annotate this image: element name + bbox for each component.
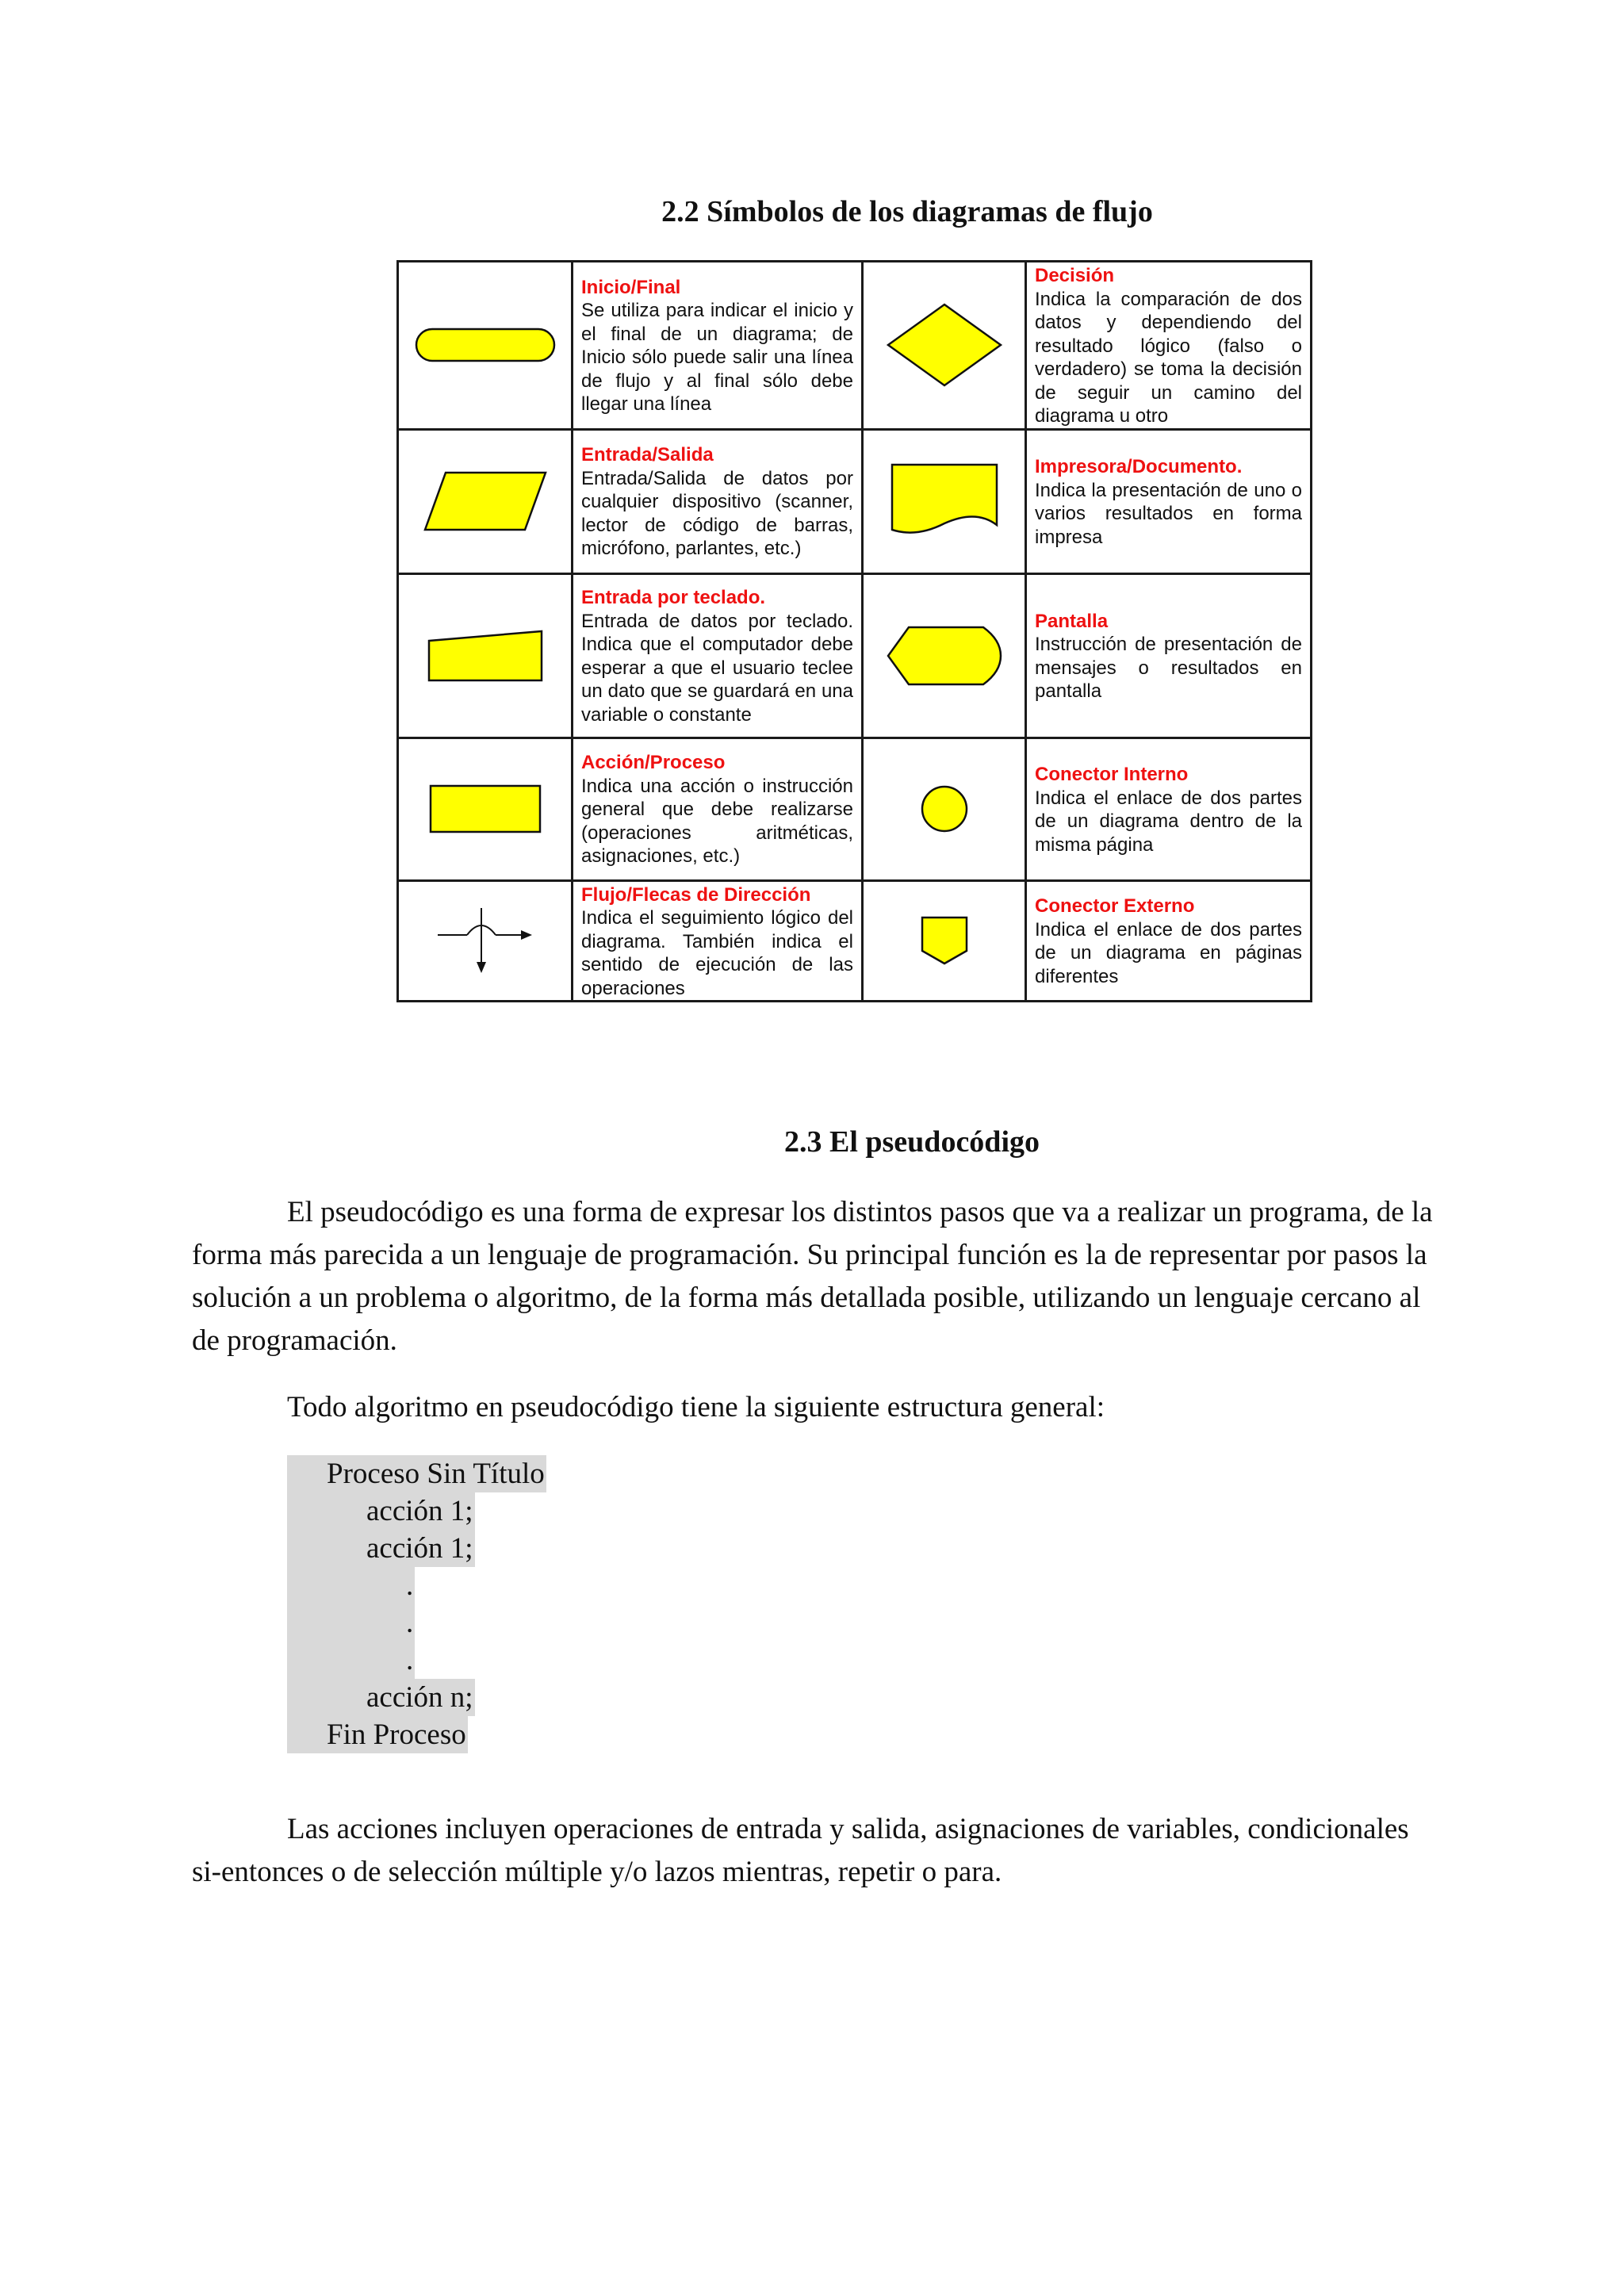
code-line: . [287,1604,415,1642]
symbol-cell [398,262,573,430]
paragraph-structure-intro: Todo algoritmo en pseudocódigo tiene la siguiente estructura general: [287,1391,1105,1423]
section-title-pseudocode: 2.3 El pseudocódigo [783,1125,1040,1159]
table-row [398,429,1312,573]
symbol-description [573,262,863,430]
symbol-title: Inicio/Final [581,276,681,298]
table-row [398,262,1312,430]
code-line: acción 1; [287,1530,475,1567]
external-connector-pentagon-icon [919,914,970,967]
symbol-title: Conector Interno [1035,764,1189,785]
symbol-description [1026,573,1312,738]
symbol-description [1026,429,1312,573]
process-rectangle-icon [428,784,542,834]
table-row [398,573,1312,738]
keyboard-input-icon [426,628,545,684]
display-screen-icon [885,624,1004,688]
code-line: acción n; [287,1679,475,1716]
symbol-description [573,880,863,1002]
symbol-text: Se utiliza para indicar el inicio y el final de un diagrama; de Inicio sólo puede salir una línea de flujo y al final sólo debe llegar una línea [581,300,853,416]
symbol-text: Indica el enlace de dos partes de un diagrama en páginas diferentes [1035,918,1302,987]
symbol-text: Instrucción de presentación de mensajes o resultados en pantalla [1035,634,1302,702]
decision-diamond-icon [885,301,1004,389]
input-output-parallelogram-icon [422,469,549,533]
code-line: acción 1; [287,1492,475,1530]
symbol-cell [398,573,573,738]
document-printer-icon [889,462,1000,541]
symbol-text: Indica el seguimiento lógico del diagrama. También indica el sentido de ejecución de las operaciones [581,907,853,999]
symbol-cell [863,573,1026,738]
symbol-description [573,573,863,738]
symbol-cell [863,429,1026,573]
table-row [398,738,1312,880]
symbol-description [1026,738,1312,880]
symbol-text: Indica el enlace de dos partes de un diagrama dentro de la misma página [1035,787,1302,856]
symbol-title: Acción/Proceso [581,752,726,774]
paragraph-actions: Las acciones incluyen operaciones de entrada y salida, asignaciones de variables, condicionales si-entonces o de selección múltiple y/o lazos mientras, repetir o para. [192,1813,1409,1888]
flowchart-symbols-table [396,260,1312,1002]
symbol-title: Flujo/Flecas de Dirección [581,883,811,906]
symbol-description [573,738,863,880]
code-line: Fin Proceso [287,1716,468,1753]
symbol-description [1026,262,1312,430]
symbol-text: Indica la presentación de uno o varios resultados en forma impresa [1035,479,1302,548]
symbol-cell [398,880,573,1002]
symbol-title: Pantalla [1035,610,1109,632]
code-line: . [287,1567,415,1604]
code-line: Proceso Sin Título [287,1455,546,1492]
symbol-text: Entrada/Salida de datos por cualquier dispositivo (scanner, lector de código de barras, micrófono, parlantes, etc.) [581,467,853,560]
symbol-title: Entrada/Salida [581,444,714,466]
symbol-text: Indica una acción o instrucción general que debe realizarse (operaciones aritméticas, asignaciones, etc.) [581,775,853,868]
symbol-text: Entrada de datos por teclado. Indica que el computador debe esperar a que el usuario teclee un dato que se guardará en una variable o constante [581,610,853,726]
internal-connector-circle-icon [919,784,970,834]
symbol-title: Entrada por teclado. [581,587,766,608]
symbol-cell [863,262,1026,430]
symbol-cell [398,429,573,573]
terminal-oval-icon [414,325,557,365]
table-row [398,880,1312,1002]
symbol-description [1026,880,1312,1002]
paragraph-pseudocode-definition: El pseudocódigo es una forma de expresar los distintos pasos que va a realizar un programa, de la forma más parecida a un lenguaje de programación. Su principal función es la de representar por pasos la solución a un problema o algoritmo, de la forma más detallada posible, utilizando un lenguaje cercano al de programación. [192,1196,1433,1357]
section-title-symbols: 2.2 Símbolos de los diagramas de flujo [661,195,1153,228]
symbol-text: Indica la comparación de dos datos y dependiendo del resultado lógico (falso o verdadero) se toma la decisión de seguir un camino del diagrama u otro [1035,288,1302,427]
symbol-title: Conector Externo [1035,895,1195,918]
symbol-title: Decisión [1035,265,1115,286]
symbol-description [573,429,863,573]
symbol-cell [863,880,1026,1002]
symbol-cell [398,738,573,880]
flow-arrows-icon [434,905,537,976]
symbol-cell [863,738,1026,880]
symbol-title: Impresora/Documento. [1035,456,1243,477]
code-line: . [287,1642,415,1679]
